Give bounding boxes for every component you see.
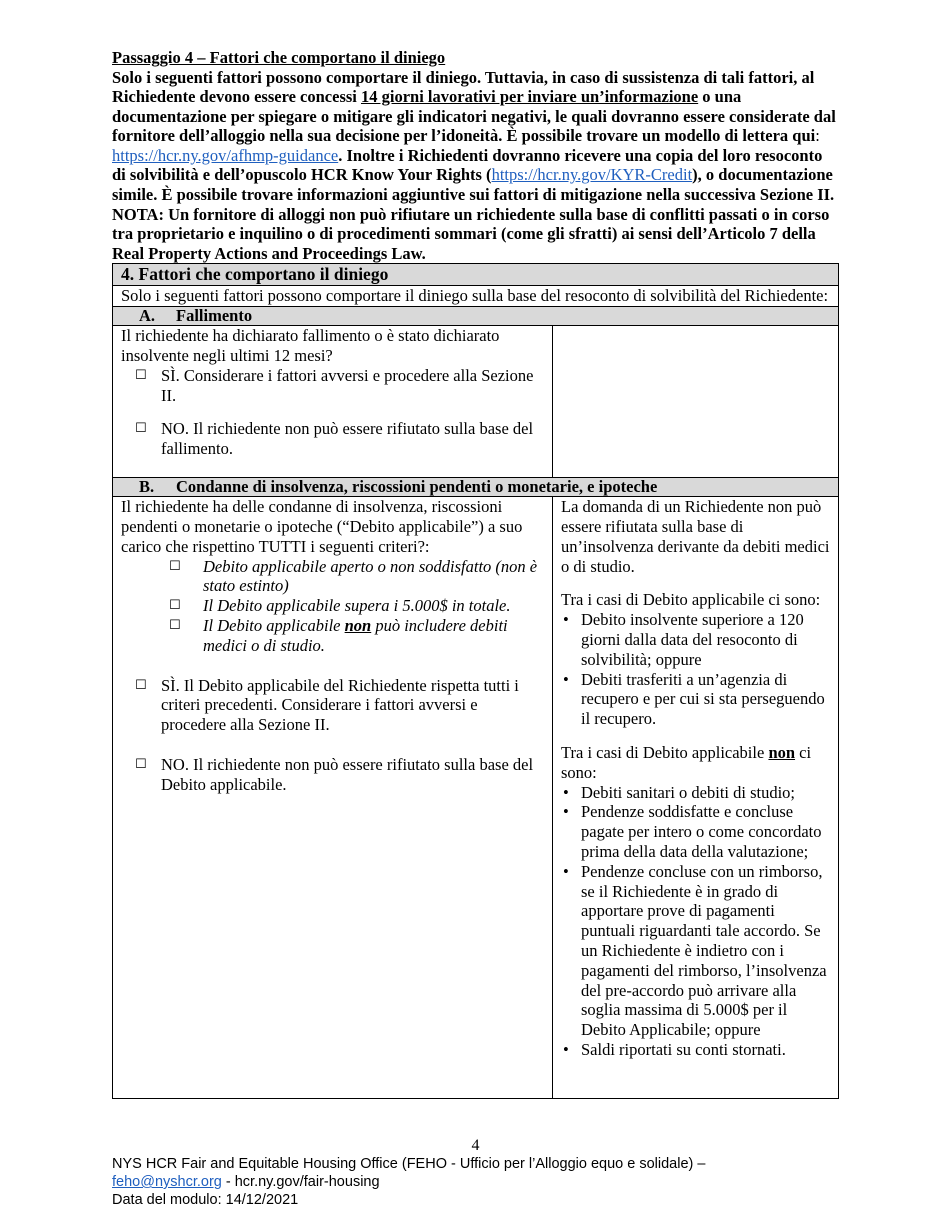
- excluded-title-emph: non: [768, 743, 796, 762]
- checkbox-icon[interactable]: ☐: [169, 618, 181, 634]
- intro-text-3: . Inoltre i Richiedenti dovranno ricevere una copia del loro resoconto di solvibilità e dell’opuscolo HCR Know Your Rights (: [112, 145, 823, 185]
- excluded-title-pre: Tra i casi di Debito applicabile: [561, 743, 769, 762]
- excluded-title-post: ci sono:: [561, 743, 812, 782]
- table-subtitle: Solo i seguenti fattori possono comportare il diniego sulla base del resoconto di solvibilità del Richiedente:: [113, 286, 839, 307]
- checkbox-icon[interactable]: ☐: [169, 598, 181, 614]
- page-content: [112, 48, 839, 1099]
- checkbox-icon[interactable]: ☐: [169, 558, 181, 574]
- criterion-3-emph: non: [344, 616, 372, 636]
- criterion-2-label: Il Debito applicabile supera i 5.000$ in totale.: [203, 596, 511, 616]
- criterion-2: [121, 596, 544, 616]
- intro-text-2: o una documentazione per spiegare o mitigare gli indicatori negativi, le quali dovranno essere considerate dal fornitore dell’alloggio nella sua decisione per l’idoneità. È possibile trovare un modello di lettera qui: [112, 87, 836, 146]
- section-b-header: [113, 478, 839, 497]
- section-a-no-label: NO. Il richiedente non può essere rifiutato sulla base del fallimento.: [161, 419, 534, 459]
- section-b-no-option: [121, 755, 544, 795]
- section-a-yes-label: SÌ. Considerare i fattori avversi e procedere alla Sezione II.: [161, 365, 534, 405]
- list-item: • Debiti trasferiti a un’agenzia di recupero e per cui si sta perseguendo il recupero.: [581, 670, 830, 729]
- section-a-header: [113, 307, 839, 326]
- table-header: 4. Fattori che comportano il diniego: [113, 264, 839, 286]
- excluded-list: [561, 783, 830, 1060]
- list-item: • Pendenze soddisfatte e concluse pagate per intero o come concordato prima della data della valutazione;: [581, 802, 830, 861]
- section-a-right: [553, 326, 839, 478]
- excluded-title: [561, 743, 830, 783]
- section-b-right: [553, 497, 839, 1099]
- list-item: • Pendenze concluse con un rimborso, se il Richiedente è in grado di apportare prove di pagamenti puntuali riguardanti tale accordo. Se un Richiedente è indietro con i pagamenti del rimborso, l’insolvenza del pre-accordo può arrivare alla soglia massima di 5.000$ per il Debito Applicabile; oppure: [581, 862, 830, 1040]
- page-number: 4: [471, 1137, 480, 1154]
- list-item: • Saldi riportati su conti stornati.: [581, 1040, 830, 1060]
- checkbox-icon[interactable]: ☐: [135, 367, 147, 383]
- section-b-letter: B.: [139, 477, 155, 497]
- section-b-no-label: NO. Il richiedente non può essere rifiutato sulla base del Debito applicabile.: [161, 755, 534, 794]
- criterion-3-post: può includere debiti medici o di studio.: [203, 616, 508, 655]
- denial-factors-table: [112, 263, 839, 1099]
- footer-website: - hcr.ny.gov/fair-housing: [221, 1174, 380, 1190]
- section-b-yes-label: SÌ. Il Debito applicabile del Richiedente rispetta tutti i criteri precedenti. Considerare i fattori avversi e procedere alla Sezione II.: [161, 675, 519, 735]
- criterion-1: [121, 557, 544, 597]
- footer-line-2: [112, 1173, 839, 1191]
- list-item: • Debito insolvente superiore a 120 giorni dalla data del resoconto di solvibilità; oppure: [581, 610, 830, 669]
- afhmp-guidance-link[interactable]: https://hcr.ny.gov/afhmp-guidance: [112, 145, 339, 165]
- included-list: [561, 610, 830, 729]
- list-item: • Debiti sanitari o debiti di studio;: [581, 783, 830, 803]
- criterion-3-pre: Il Debito applicabile: [203, 616, 345, 636]
- intro-text-1: Solo i seguenti fattori possono comportare il diniego. Tuttavia, in caso di sussistenza di tali fattori, al Richiedente devono essere concessi: [112, 67, 815, 107]
- intro-underlined: 14 giorni lavorativi per inviare un’informazione: [361, 87, 699, 107]
- feho-email-link[interactable]: feho@nyshcr.org: [112, 1174, 222, 1190]
- checkbox-icon[interactable]: ☐: [135, 421, 147, 437]
- checkbox-icon[interactable]: ☐: [135, 757, 147, 772]
- kyr-credit-link[interactable]: https://hcr.ny.gov/KYR-Credit: [491, 165, 693, 185]
- page-footer: [112, 1137, 839, 1209]
- criterion-1-label: Debito applicabile aperto o non soddisfatto (non è stato estinto): [203, 556, 538, 596]
- checkbox-icon[interactable]: ☐: [135, 677, 147, 693]
- intro-text-4: ), o documentazione simile. È possibile trovare informazioni aggiuntive sui fattori di mitigazione nella successiva Sezione II. NOTA: Un fornitore di alloggi non può rifiutare un richiedente sulla base di conflitti passati o in corso tra proprietario e inquilino o di procedimenti sommari (come gli sfratti) ai sensi dell’Articolo 7 della Real Property Actions and Proceedings Law.: [112, 165, 835, 263]
- section-b-title: Condanne di insolvenza, riscossioni pendenti o monetarie, e ipoteche: [176, 477, 658, 497]
- intro-paragraph: [112, 68, 839, 264]
- section-a-title: Fallimento: [176, 306, 253, 326]
- section-b-question: Il richiedente ha delle condanne di insolvenza, riscossioni pendenti o monetarie o ipoteche (“Debito applicabile”) a suo carico che rispettino TUTTI i seguenti criteri?:: [121, 497, 523, 556]
- section-a-question: Il richiedente ha dichiarato fallimento o è stato dichiarato insolvente negli ultimi 12 mesi?: [121, 326, 500, 366]
- section-a-left: [113, 326, 553, 478]
- included-title: Tra i casi di Debito applicabile ci sono:: [561, 590, 821, 610]
- footer-line-3: Data del modulo: 14/12/2021: [112, 1192, 299, 1208]
- criterion-3: [121, 616, 544, 656]
- section-b-yes-option: [121, 676, 544, 735]
- section-a-no-option: [121, 419, 544, 459]
- section-a-letter: A.: [139, 306, 156, 326]
- section-b-note: La domanda di un Richiedente non può essere rifiutata sulla base di un’insolvenza derivante da debiti medici o di studio.: [561, 497, 830, 576]
- intro-colon: :: [815, 126, 820, 146]
- section-b-left: [113, 497, 553, 1099]
- section-a-yes-option: [121, 366, 544, 406]
- footer-line-1: NYS HCR Fair and Equitable Housing Office (FEHO - Ufficio per l’Alloggio equo e solidale) –: [112, 1156, 706, 1172]
- step-title: Passaggio 4 – Fattori che comportano il diniego: [112, 48, 446, 67]
